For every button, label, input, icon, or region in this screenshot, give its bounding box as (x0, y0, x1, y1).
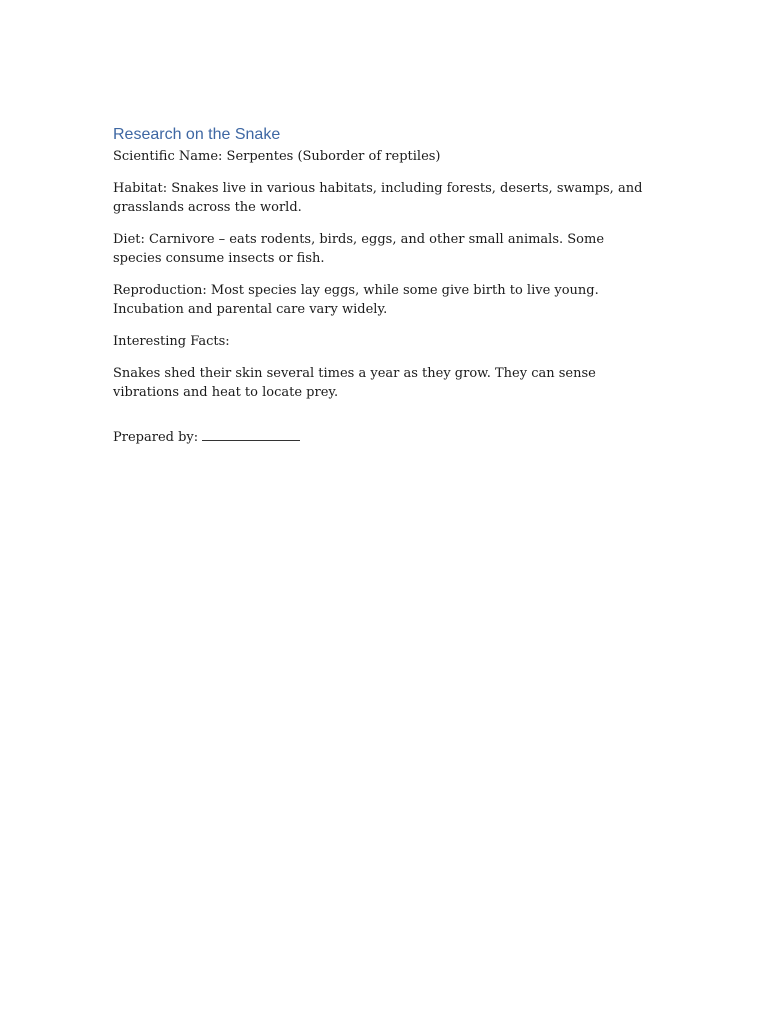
interesting-facts-heading: Interesting Facts: (113, 334, 230, 349)
diet-paragraph: Diet: Carnivore – eats rodents, birds, eggs, and other small animals. Some species consume insects or fish. (113, 232, 605, 266)
interesting-facts-text: Snakes shed their skin several times a year as they grow. They can sense vibrations and heat to locate prey. (113, 366, 596, 400)
document-page (113, 124, 653, 460)
document-title: Research on the Snake (113, 126, 281, 143)
prepared-by-blank-line (202, 428, 300, 441)
reproduction-paragraph: Reproduction: Most species lay eggs, while some give birth to live young. Incubation and parental care vary widely. (113, 283, 599, 317)
habitat-paragraph: Habitat: Snakes live in various habitats, including forests, deserts, swamps, and grasslands across the world. (113, 181, 643, 215)
prepared-by-label: Prepared by: (113, 430, 203, 445)
prepared-by-line (113, 428, 653, 447)
scientific-name-line: Scientific Name: Serpentes (Suborder of reptiles) (113, 149, 441, 164)
